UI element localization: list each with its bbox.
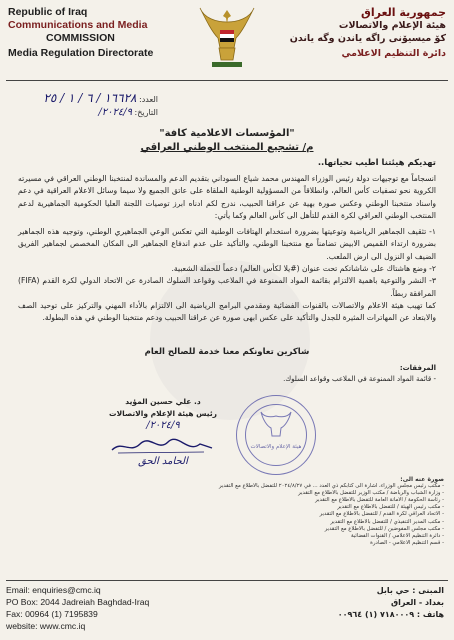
header-ar-line: دائرة التنظيم الاعلامي (341, 48, 446, 59)
header-english (8, 6, 178, 60)
cc-item: - مكتب رئيس مجلس الوزراء، اشارة الى كتابكم ذي العدد ... في ٢٠٢٤/٨/٢٧ للتفضل بالاطلاع مع التقدير (218, 483, 444, 490)
body-item: ٣- النشر والتوعية باهمية الالتزام بقائمة المواد الممنوعة في الملاعب وقواعد السلوك الصادرة عن الاتحاد الدولي لكرة القدم (FIFA) المرافقة ربطاً. (18, 276, 436, 298)
cc-list (216, 476, 444, 547)
footer-email: Email: enquiries@cmc.iq (6, 585, 101, 595)
addressee: "المؤسسات الاعلامية كافة" (159, 128, 295, 139)
cc-item: - مكتب مجلس المفوضين / للتفضل بالاطلاع مع التقدير (324, 525, 444, 532)
footer-english (6, 584, 149, 632)
signature-block (88, 396, 238, 468)
header-en-line: COMMISSION (46, 32, 115, 44)
reference-block (8, 92, 158, 119)
handwritten-note: الحامد الحق (138, 456, 188, 467)
letter-body (18, 173, 436, 325)
signatory-title: رئيس هيئة الإعلام والاتصالات (109, 409, 217, 418)
greeting: تهديكم هيئتنا اطيب تحياتها.. (317, 158, 436, 168)
cc-item: - مكتب رئيس الهيئة / للتفضل بالاطلاع مع التقدير (337, 504, 444, 511)
handwritten-signature-icon (108, 436, 218, 456)
header-ar-line: كۆ ميسيۆنى راگه ياندن وگه ياندن (289, 33, 446, 44)
cc-item: - مكتب المدير التنفيذي / للتفضل بالاطلاع مع التقدير (330, 518, 444, 525)
footer-website: website: www.cmc.iq (6, 621, 86, 631)
header-ar-line: هيئة الإعلام والاتصالات (338, 20, 446, 31)
addressee-block (0, 127, 454, 155)
signature-date: ٢٠٢٤/٩/ (146, 420, 180, 431)
footer-phone: هاتف : ٧١٨٠٠٠٩ (١) ٠٠٩٦٤ (337, 610, 444, 619)
footer-divider (6, 580, 448, 581)
header-en-line: Republic of Iraq (8, 6, 88, 18)
footer-arabic (338, 585, 444, 621)
attachments-title: المرفقات: (399, 364, 436, 372)
cc-item: - قسم التنظيم الاعلامي - الصادرة (370, 539, 444, 546)
footer-po-box: PO Box: 2044 Jadreiah Baghdad-Iraq (6, 597, 150, 607)
footer-fax: Fax: 00964 (1) 7195839 (6, 609, 98, 619)
footer-city: بغداد - العراق (390, 598, 444, 607)
body-item: ١- تثقيف الجماهير الرياضية وتوعيتها بضرورة استخدام الهتافات الوطنية التي تعكس الوعي الجماهيري الوطني، وتوجيه هذه الجماهير بضرورة ارتداء القميص الابيض تضامناً مع منتخبنا الوطني، والتأكيد على عدم اندفاع الجماهير الى المكان المخصص لجماهير الفريق الضيف او النزول الى ارض الملعب. (18, 227, 436, 261)
header-en-line: Communications and Media (8, 19, 148, 31)
iraq-eagle-emblem-icon (198, 4, 256, 74)
stamp-eagle-icon (237, 396, 315, 474)
header-divider (6, 80, 448, 81)
official-stamp (236, 395, 316, 475)
cc-item: - وزارة الشباب والرياضة / مكتب الوزير للتفضل بالاطلاع مع التقدير (298, 490, 444, 497)
stamp-text: هيئة الإعلام والاتصالات (250, 444, 302, 450)
cc-item: - رئاسة الحكومة / الامانة العامة للتفضل بالاطلاع مع التقدير (315, 497, 444, 504)
number-value: ١٦٦٢٨ / ٦ / ١ / ٢٥ (43, 91, 137, 105)
footer-building: المبنى : حي بابل (376, 586, 444, 595)
subject: م/ تشجيع المنتخب الوطني العراقي (140, 142, 314, 153)
date-label: التاريخ: (134, 108, 158, 117)
header-ar-line: جمهورية العراق (361, 6, 446, 19)
attachments-item: - قائمة المواد الممنوعة في الملاعب وقواعد السلوك. (283, 375, 436, 383)
attachments-block (283, 363, 436, 385)
header-en-line: Media Regulation Directorate (8, 47, 154, 59)
closing-line: شاكرين تعاونكم معنا خدمة للصالح العام (144, 347, 310, 357)
cc-item: - دائرة التنظيم الاعلامي / القنوات الفضائية (350, 532, 444, 539)
body-item: ٢- وضع هاشتاك على شاشاتكم تحت عنوان (#يلا لكأس العالم) دعماً للحملة الشعبية. (171, 264, 436, 274)
signatory-name: د. علي حسين المؤيد (125, 397, 201, 406)
cc-title: صورة عنه الى: (400, 476, 444, 483)
header-arabic (276, 6, 446, 60)
body-intro: انسجاماً مع توجيهات دولة رئيس الوزراء المهندس محمد شياع السوداني بتقديم الدعم والمساندة لمنتخبنا الوطني العراقي في مسيرته الكروية نحو تصفيات كأس العالم، وانطلاقاً من المسؤولية الوطنية الملقاة على عاتق الجميع ولا سيما وسائل الاعلام العراقية في دعم واسناد منتخبنا الوطني وعكس صورة بهية عن عراقنا الحبيب، ندرج لكم ادناه ابرز توصيات اللجنة العليا الحكومية الجماهيرية لدعم المنتخب الوطني العراقي لكرة القدم للتأهل الى كأس العالم وكما يأتي: (18, 174, 436, 220)
date-value: ٢٠٢٤/٩/ (98, 107, 132, 118)
cc-item: - الاتحاد العراقي لكرة القدم / للتفضل بالاطلاع مع التقدير (319, 511, 444, 518)
body-item: كما تهيب هيئة الاعلام والاتصالات بالقنوات الفضائية ومقدمي البرامج الرياضية الى الالتزام بالأداء المهني والتركيز على توحيد الصف والابتعاد عن المهاترات المثيرة للجدل والتأكيد على عكس ابهى صورة عن عراقنا الحبيب ودعم منتخبنا الوطني في هذه البطولة. (18, 300, 436, 323)
number-label: العدد: (139, 95, 158, 104)
